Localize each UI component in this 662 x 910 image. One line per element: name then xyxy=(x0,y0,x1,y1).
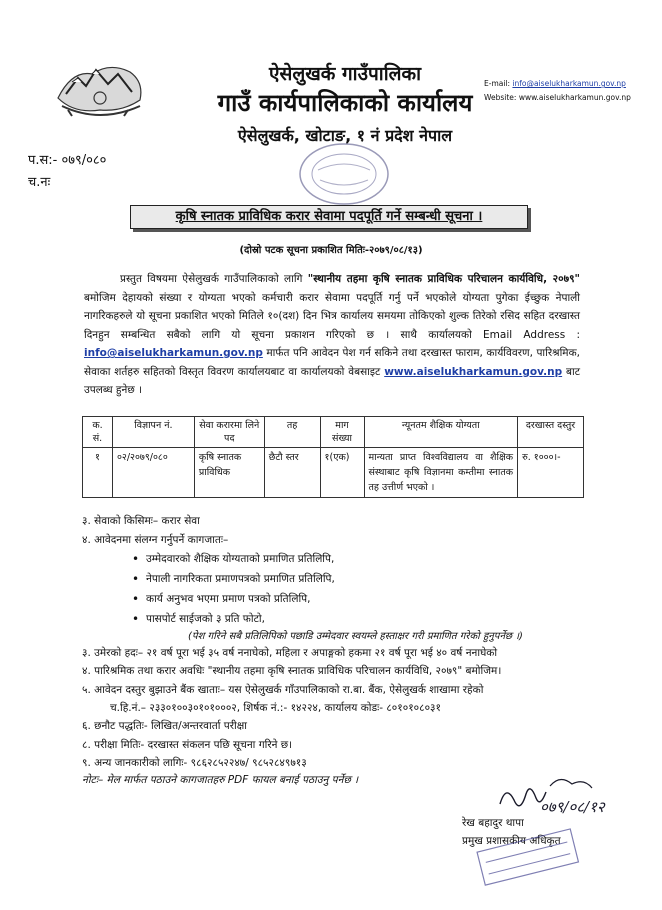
bullet-icon: • xyxy=(132,592,140,606)
para-email-link[interactable]: info@aiselukharkamun.gov.np xyxy=(84,347,263,359)
table-cell: छैटौ स्तर xyxy=(264,448,320,498)
table-header: तह xyxy=(264,417,320,448)
salary-term: ४. पारिश्रमिक तथा करार अवधिः "स्थानीय तहमा कृषि स्नातक प्राविधिक परिचालन कार्यविधि, २०७९" बमोजिम। xyxy=(82,665,502,677)
list-item-text: नेपाली नागरिकता प्रमाणपत्रको प्रमाणित प्रतिलिपि, xyxy=(146,573,335,585)
table-cell: १(एक) xyxy=(320,448,364,498)
signature-date: ०७९/०८/१२ xyxy=(540,798,605,816)
email-label: E-mail: xyxy=(484,79,511,88)
signatory-role: प्रमुख प्रशासकीय अधिकृत xyxy=(462,835,561,847)
final-note: नोटः– मेल मार्फत पठाउने कागजातहरु PDF फायल बनाई पठाउनु पर्नेछ । xyxy=(82,774,359,786)
list-item-text: कार्य अनुभव भएमा प्रमाण पत्रको प्रतिलिपि, xyxy=(146,593,311,605)
attestation-note: (पेश गरिने सबै प्रतिलिपिको पछाडि उम्मेदवार स्वयम्ले हस्ताक्षर गरी प्रमाणित गरेको हुनुपर्नेछ ।) xyxy=(188,631,523,642)
municipality-name: ऐसेलुखर्क गाउँपालिका xyxy=(268,63,422,85)
table-cell: कृषि स्नातक प्राविधिक xyxy=(194,448,264,498)
table-cell: ०२/२०७९/०८० xyxy=(112,448,194,498)
email-link[interactable]: info@aiselukharkamun.gov.np xyxy=(512,79,626,88)
letter-number: प.स:- ०७९/०८० xyxy=(28,153,107,168)
para-part4: बाट उपलब्ध हुनेछ । xyxy=(84,365,580,396)
contact-info xyxy=(484,77,631,105)
exam-date: ८. परीक्षा मितिः- दरखास्त संकलन पछि सूचना गरिने छ। xyxy=(82,739,293,751)
table-header: दरखास्त दस्तुर xyxy=(518,417,584,448)
table-header: सेवा करारमा लिने पद xyxy=(194,417,264,448)
service-type: ३. सेवाको किसिमः– करार सेवा xyxy=(82,515,200,527)
para-website-link[interactable]: www.aiselukharkamun.gov.np xyxy=(384,365,563,378)
list-item xyxy=(132,612,265,626)
notice-paragraph xyxy=(84,270,580,400)
office-address: ऐसेलुखर्क, खोटाङ, १ नं प्रदेश नेपाल xyxy=(237,126,453,145)
list-item-text: उम्मेदवारको शैक्षिक योग्यताको प्रमाणित प्रतिलिपि, xyxy=(146,553,335,565)
bullet-icon: • xyxy=(132,612,140,626)
office-name: गाउँ कार्यपालिकाको कार्यालय xyxy=(217,89,473,117)
website-label: Website: xyxy=(484,93,517,102)
notice-subject: कृषि स्नातक प्राविधिक करार सेवामा पदपूर्ति गर्ने सम्बन्धी सूचना । xyxy=(130,205,528,229)
bank-account: ५. आवेदन दस्तुर बुझाउने बैंक खाताः– यस ऐसेलुखर्क गाँउपालिकाको रा.बा. बैंक, ऐसेलुखर्क शाखामा रहेको xyxy=(82,684,484,696)
signatory-name: रेख बहादुर थापा xyxy=(462,817,524,829)
handwritten-signature xyxy=(480,764,630,824)
para-part1: प्रस्तुत विषयमा ऐसेलुखर्क गाउँपालिकाको लागि xyxy=(120,273,308,285)
table-header: न्यूनतम शैक्षिक योग्यता xyxy=(364,417,518,448)
table-cell: १ xyxy=(83,448,113,498)
publication-date: (दोस्रो पटक सूचना प्रकाशित मितिः-२०७९/०८/१३) xyxy=(239,245,423,256)
selection-method: ६. छनौट पद्धतिः- लिखित/अन्तरवार्ता परीक्षा xyxy=(82,720,248,732)
office-seal-stamp xyxy=(296,140,392,208)
list-item xyxy=(132,592,311,606)
table-cell: मान्यता प्राप्त विश्वविद्यालय वा शैक्षिक संस्थाबाट कृषि विज्ञानमा कम्तीमा स्नातक तह उत्तीर्ण भएको । xyxy=(364,448,518,498)
bullet-icon: • xyxy=(132,552,140,566)
para-bold1: "स्थानीय तहमा कृषि स्नातक प्राविधिक परिचालन कार्यविधि, २०७९" xyxy=(307,273,580,285)
table-header: क. सं. xyxy=(83,417,113,448)
table-header: विज्ञापन नं. xyxy=(112,417,194,448)
list-item-text: पासपोर्ट साईजको ३ प्रति फोटो, xyxy=(146,613,265,625)
list-item xyxy=(132,572,335,586)
para-part2: बमोजिम देहायको संख्या र योग्यता भएको कर्मचारी करार सेवामा पदपूर्ति गर्नु पर्ने भएकोले योग्यता पुगेका ईच्छुक नेपाली नागरिकहरुले यो सूचना प्रकाशित भएको मितिले १०(दश) दिन भित्र कार्यालय समयमा तोकिएको शुल्क तिरेको रसिद सहित दरखास्त दिनहुन सम्बन्धित सबैको लागि यो सूचना प्रकाशन गरिएको छ । साथै कार्यालयको Email Address : xyxy=(84,291,580,341)
table-header-row xyxy=(83,417,584,448)
website-text[interactable]: www.aiselukharkamun.gov.np xyxy=(518,93,631,102)
documents-heading: ४. आवेदनमा संलग्न गर्नुपर्ने कागजातः– xyxy=(82,534,229,546)
para-part3: मार्फत पनि आवेदन पेश गर्न सकिने तथा दरखास्त फाराम, कार्यविवरण, पारिश्रमिक, सेवाका शर्तहरु सहितको विस्तृत विवरण कार्यालयबाट वा कार्यालयको वेबसाइट xyxy=(84,347,580,378)
name-stamp-overlay xyxy=(466,828,590,886)
table-cell: रु. १०००।- xyxy=(518,448,584,498)
contact-phone: ९. अन्य जानकारीको लागिः- ९८६२८५२२४७/ ९८५२८४९७१३ xyxy=(82,757,307,769)
bullet-icon: • xyxy=(132,572,140,586)
table-header: माग संख्या xyxy=(320,417,364,448)
table-row xyxy=(83,448,584,498)
dispatch-number: च.नः xyxy=(28,175,51,190)
age-limit: ३. उमेरको हदः– २१ वर्ष पूरा भई ३५ वर्ष ननाघेको, महिला र अपाङ्गको हकमा २१ वर्ष पूरा भई ४० वर्ष ननाघेको xyxy=(82,647,498,659)
vacancy-table xyxy=(82,416,584,498)
account-number: च.हि.नं.– २३३०१००३०१०१०००२, शिर्षक नं.:- १४२२४, कार्यालय कोडः- ८०१०१०८०३१ xyxy=(110,702,441,714)
list-item xyxy=(132,552,335,566)
